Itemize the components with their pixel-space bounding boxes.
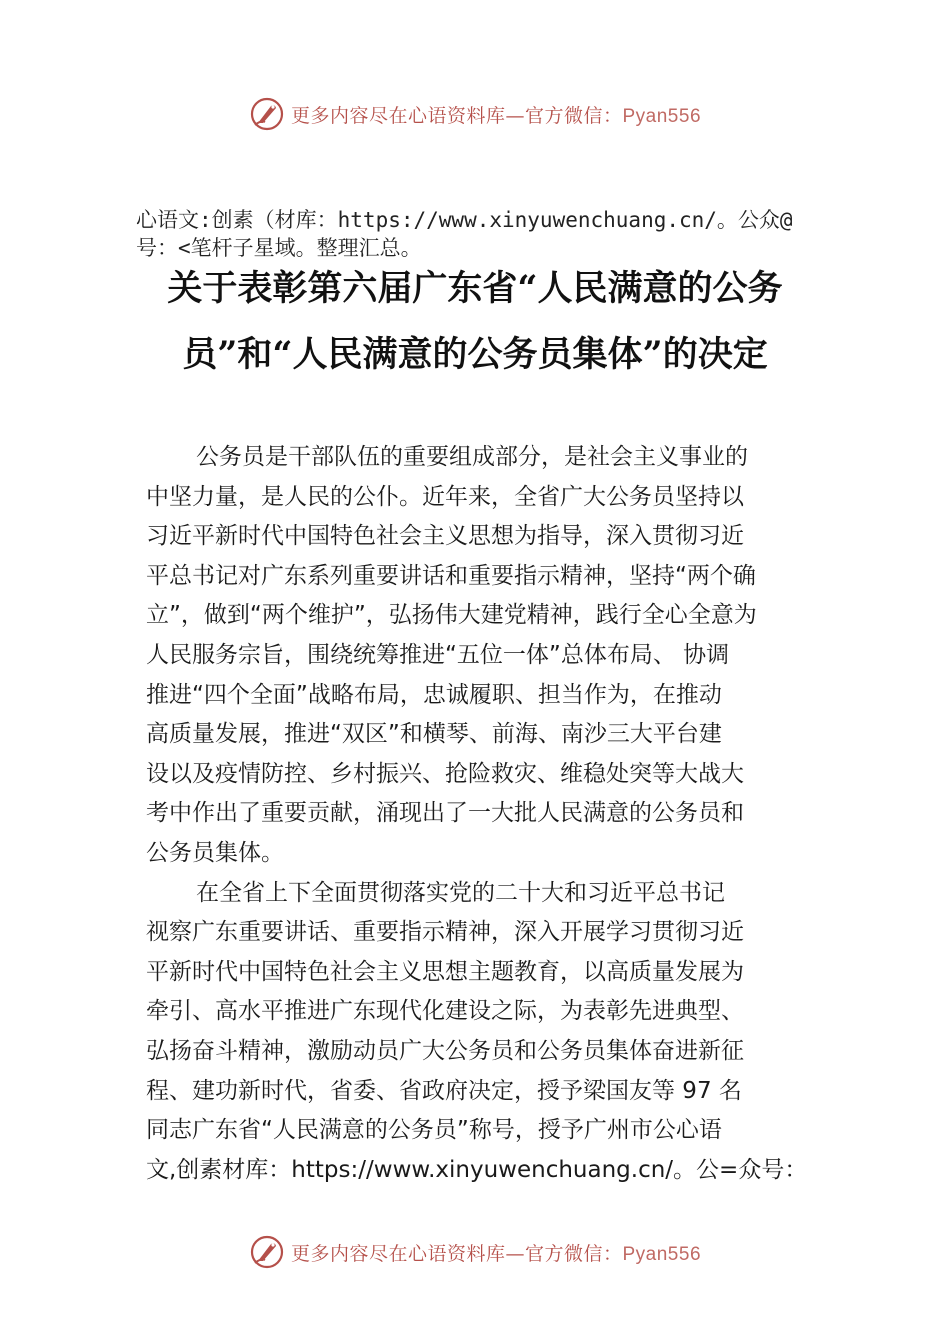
banner-wechat-id: Pyan556 — [622, 105, 702, 127]
quill-pen-logo-icon — [249, 96, 285, 132]
paragraph-line: 人民服务宗旨，围绕统筹推进“五位一体”总体布局、 协调 — [146, 641, 730, 668]
paragraph-line: 设以及疫情防控、乡村振兴、抢险救灾、维稳处突等大战大 — [146, 760, 744, 787]
paragraph-line: 公务员是干部队伍的重要组成部分，是社会主义事业的 — [196, 444, 748, 470]
paragraph-line: 习近平新时代中国特色社会主义思想为指导，深入贯彻习近 — [146, 523, 744, 550]
banner-text: 更多内容尽在心语资料库—官方微信：Pyan556 — [290, 104, 702, 127]
title-line-2: 员”和“人民满意的公务员集体”的决定 — [182, 334, 768, 375]
paragraph-line: 立”，做到“两个维护”，弘扬伟大建党精神，践行全心全意为 — [146, 602, 757, 629]
paragraph-line: 平新时代中国特色社会主义思想主题教育，以高质量发展为 — [146, 958, 744, 985]
paragraph-1 — [146, 438, 818, 874]
paragraph-line: 视察广东重要讲话、重要指示精神，深入开展学习贯彻习近 — [146, 919, 744, 946]
title-line-1: 关于表彰第六届广东省“人民满意的公务 — [167, 268, 783, 309]
quill-pen-logo-icon — [249, 1234, 285, 1270]
paragraph-line: 在全省上下全面贯彻落实党的二十大和习近平总书记 — [196, 879, 725, 906]
paragraph-2 — [146, 874, 818, 1191]
paragraph-line: 同志广东省“人民满意的公务员”称号，授予广州市公心语 — [146, 1117, 722, 1144]
paragraph-line: 弘扬奋斗精神，激励动员广大公务员和公务员集体奋进新征 — [146, 1037, 744, 1064]
banner-wechat-id: Pyan556 — [622, 1243, 702, 1265]
paragraph-line: 推进“四个全面”战略布局，忠诚履职、担当作为，在推动 — [146, 681, 722, 708]
header-banner — [0, 94, 950, 134]
paragraph-line: 程、建功新时代，省委、省政府决定，授予梁国友等 97 名 — [146, 1077, 742, 1104]
paragraph-line: 考中作出了重要贡献，涌现出了一大批人民满意的公务员和 — [146, 800, 744, 827]
footer-banner — [0, 1232, 950, 1272]
paragraph-line: 牵引、高水平推进广东现代化建设之际，为表彰先进典型、 — [146, 998, 744, 1025]
document-title — [120, 256, 830, 388]
paragraph-line: 中坚力量，是人民的公仆。近年来，全省广大公务员坚持以 — [146, 483, 744, 510]
banner-text: 更多内容尽在心语资料库—官方微信：Pyan556 — [290, 1242, 702, 1265]
paragraph-line: 文,创素材库：https://www.xinyuwenchuang.cn/。公=众号： — [146, 1156, 808, 1183]
paragraph-line: 平总书记对广东系列重要讲话和重要指示精神，坚持“两个确 — [146, 562, 756, 589]
document-body — [146, 438, 818, 1190]
paragraph-line: 公务员集体。 — [146, 839, 284, 866]
paragraph-line: 高质量发展，推进“双区”和横琴、前海、南沙三大平台建 — [146, 721, 722, 748]
source-note: 心语文:创素（材库：https://www.xinyuwenchuang.cn/。公众@号：<笔杆子星域。整理汇总。 — [136, 208, 793, 260]
